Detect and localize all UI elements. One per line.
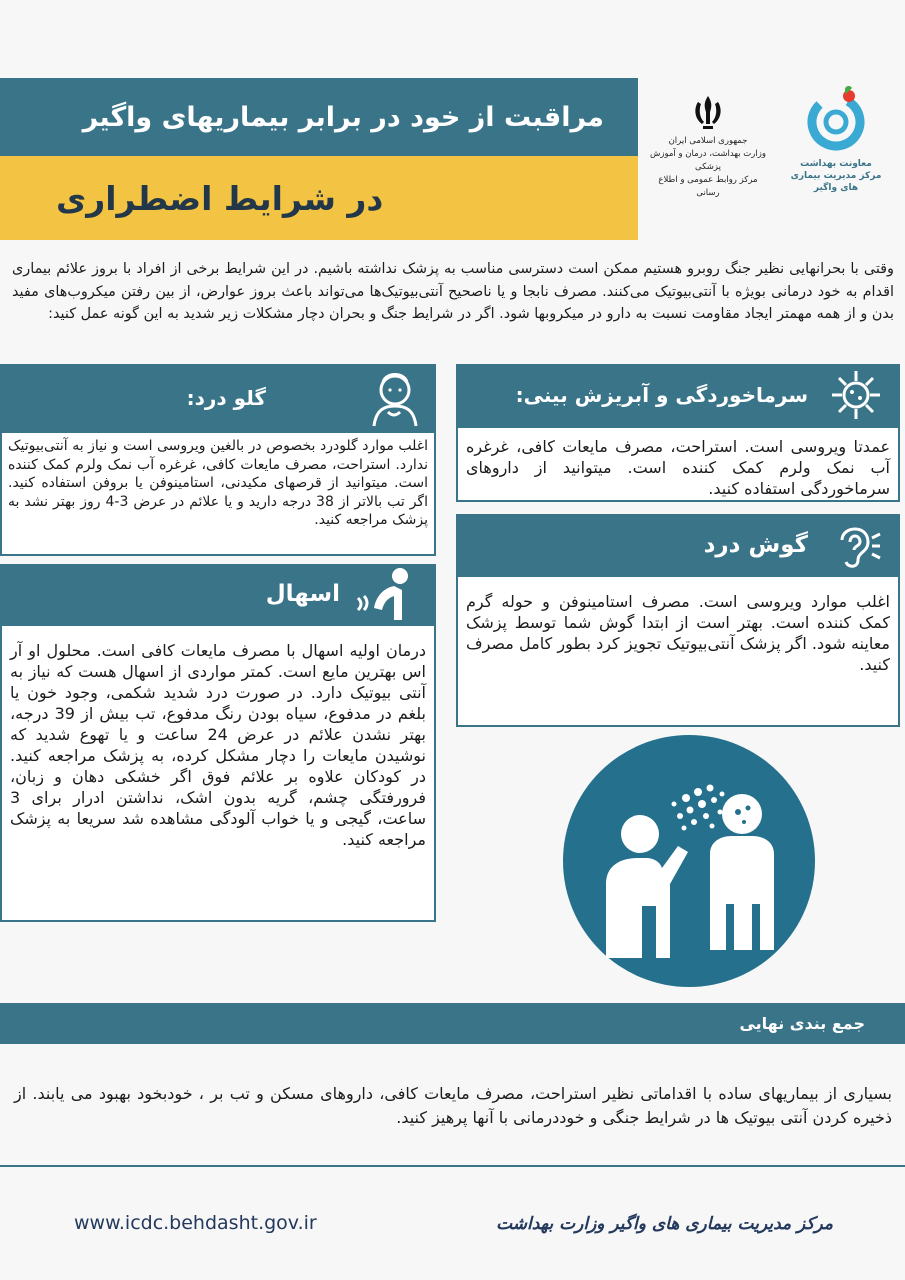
cold-header	[456, 364, 900, 426]
icdc-line-2: مرکز مدیریت بیماری های واگیر	[790, 171, 882, 193]
icdc-line-1: معاونت بهداشت	[800, 159, 872, 169]
footer-divider	[0, 1165, 905, 1167]
cold-title: سرماخوردگی و آبریزش بینی:	[515, 383, 808, 407]
diarrhea-icon	[354, 566, 418, 622]
ear-title: گوش درد	[703, 531, 808, 558]
sore-throat-title: گلو درد:	[186, 385, 266, 410]
icdc-logo	[786, 84, 886, 194]
sore-throat-icon	[366, 368, 424, 428]
ministry-logo	[648, 92, 768, 198]
page-title: مراقبت از خود در برابر بیماریهای واگیر	[0, 78, 638, 156]
icdc-logo-icon	[802, 84, 870, 156]
ministry-line-1: جمهوری اسلامی ایران	[668, 136, 748, 146]
cold-text: عمدتا ویروسی است. استراحت، مصرف مایعات کافی، غرغره آب نمک ولرم کمک کننده است. میتوانید از داروهای سرماخوردگی استفاده کنید.	[456, 426, 900, 502]
ministry-line-2: وزارت بهداشت، درمان و آموزش پزشکی	[650, 149, 766, 172]
intro-paragraph: وقتی با بحرانهایی نظیر جنگ روبرو هستیم ممکن است دسترسی مناسب به پزشک نداشته باشیم. در این شرایط برخی از افراد با بروز علائم بیماری اقدام به خود درمانی بویژه با آنتی‌بیوتیک می‌کنند. مصرف نابجا و یا ناصحیح آنتی‌بیوتیک‌ها می‌تواند باعث بروز عوارض، از بین رفتن میکروب‌های مفید بدن و از همه مهمتر ایجاد مقاومت نسبت به دارو در میکروبها شود. اگر در شرایط جنگ و بحران دچار مشکلات زیر شدید به این گونه عمل کنید:	[12, 261, 894, 322]
footer-url[interactable]: www.icdc.behdasht.gov.ir	[74, 1212, 317, 1234]
footer-organization: مرکز مدیریت بیماری های واگیر وزارت بهداشت	[496, 1214, 833, 1234]
sore-throat-text: اغلب موارد گلودرد بخصوص در بالغین ویروسی است و نیاز به آنتی‌بیوتیک ندارد. استراحت، مصرف مایعات کافی، غرغره آب نمک ولرم کمک کننده است. میتوانید از قرصهای مکیدنی، استامینوفن یا بروفن استفاده کنید. اگر تب بالاتر از 38 درجه دارید و یا علائم در عرض 3-4 روز بهتر نشد به پزشک مراجعه کنید.	[0, 431, 436, 556]
summary-header: جمع بندی نهایی	[0, 1003, 905, 1044]
diarrhea-title: اسهال	[265, 581, 340, 607]
diarrhea-header	[0, 564, 436, 624]
diarrhea-text: درمان اولیه اسهال با مصرف مایعات کافی است. محلول او آر اس بهترین مایع است. کمتر مواردی از اسهال هست که نیاز به آنتی بیوتیک دارد. در صورت درد شدید شکمی، وجود خون یا بلغم در مدفوع، سیاه بودن رنگ مدفوع، تب بیش از 39 درجه، بهتر نشدن علائم در عرض 24 ساعت و یا تهوع شدید که نوشیدن مایعات را دچار مشکل کرده، به پزشک مراجعه کنید. در کودکان علاوه بر علائم فوق اگر خشکی دهان و زبان، فرورفتگی چشم، گریه بدون اشک، نداشتن ادرار برای 3 ساعت، گیجی و یا خواب آلودگی مشاهده شد سریعا به پزشک مراجعه کنید.	[0, 624, 436, 922]
sneeze-illustration	[562, 734, 816, 988]
ministry-line-3: مرکز روابط عمومی و اطلاع رسانی	[658, 175, 758, 198]
virus-icon	[826, 367, 886, 423]
iran-emblem-icon	[688, 92, 728, 132]
summary-text: بسیاری از بیماریهای ساده با اقداماتی نظیر استراحت، مصرف مایعات کافی، داروهای مسکن و تب بر ، خودبخود بهبود می یابند. از ذخیره کردن آنتی بیوتیک ها در شرایط جنگی و خوددرمانی با آنها پرهیز کنید.	[14, 1084, 892, 1127]
page-subtitle: در شرایط اضطراری	[0, 156, 638, 240]
ear-header	[456, 514, 900, 575]
sore-throat-header	[0, 364, 436, 431]
ear-icon	[828, 518, 884, 572]
ear-text: اغلب موارد ویروسی است. مصرف استامینوفن و حوله گرم کمک کننده است. بهتر است از ابتدا گوش شما توسط پزشک معاینه شود. اگر پزشک آنتی‌بیوتیک تجویز کرد بطور کامل مصرف کنید.	[456, 575, 900, 727]
